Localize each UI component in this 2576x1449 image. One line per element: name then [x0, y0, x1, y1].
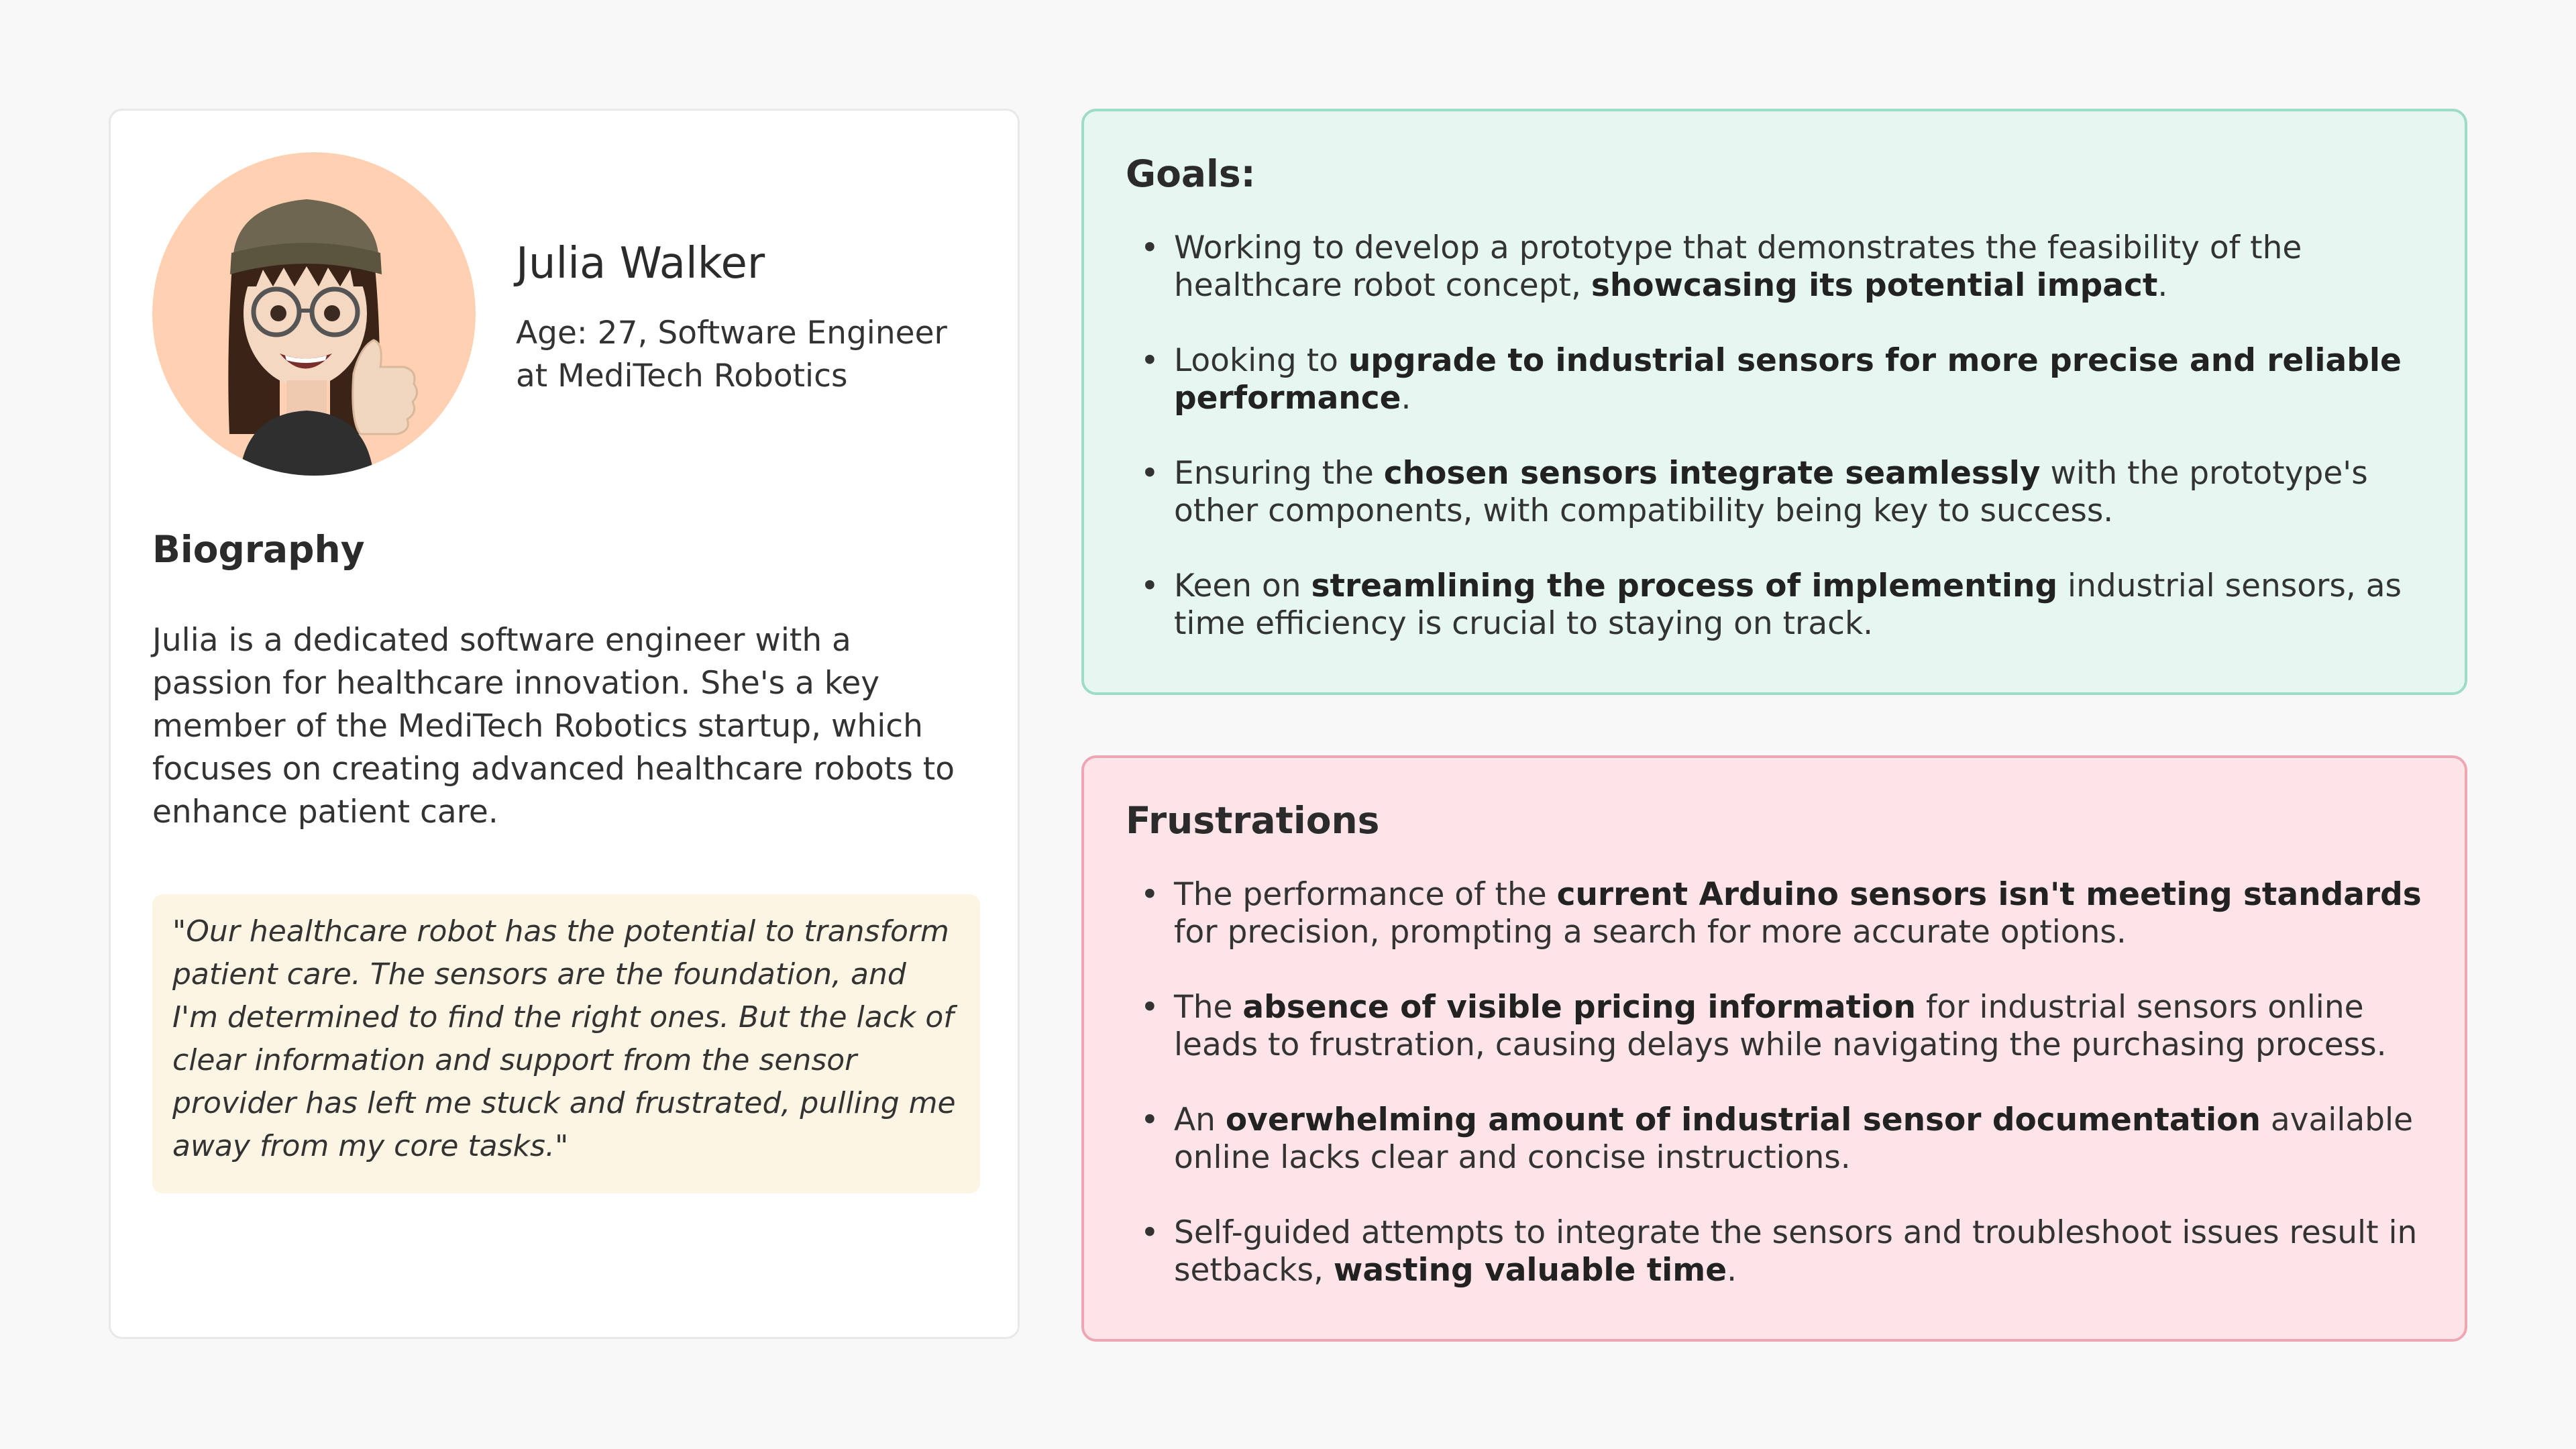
bullet-icon: • [1140, 568, 1159, 604]
frustration-item: • An overwhelming amount of industrial sensor documentation available online lacks clear and concise instructions. [1140, 1102, 2413, 1176]
quote-text: "Our healthcare robot has the potential to transform patient care. The sensors are the foundation, and I'm determined to find the right ones. But the lack of clear information and support from the sensor provider has left me stuck and frustrated, pulling me away from my core tasks." [172, 914, 956, 1163]
frustrations-panel [1081, 755, 2467, 1342]
goals-list [1126, 229, 2423, 643]
goal-item: • Looking to upgrade to industrial sensors for more precise and reliable performance. [1140, 342, 2402, 417]
avatar [152, 152, 476, 476]
persona-role: Age: 27, Software Engineer at MediTech Robotics [516, 315, 947, 394]
biography-text: Julia is a dedicated software engineer with a passion for healthcare innovation. She's a key member of the MediTech Robotics startup, which focuses on creating advanced healthcare robots to enhance patient care. [152, 622, 955, 830]
persona-name: Julia Walker [516, 239, 765, 288]
biography-heading: Biography [152, 528, 365, 571]
bullet-icon: • [1140, 876, 1159, 913]
bullet-icon: • [1140, 1214, 1159, 1251]
frustrations-heading: Frustrations [1126, 799, 1380, 842]
frustration-item: • The performance of the current Arduino sensors isn't meeting standards for precision, prompting a search for more accurate options. [1140, 876, 2422, 951]
bullet-icon: • [1140, 342, 1159, 379]
frustration-item: • Self-guided attempts to integrate the sensors and troubleshoot issues result in setbacks, wasting valuable time. [1140, 1214, 2418, 1289]
goal-item: • Working to develop a prototype that demonstrates the feasibility of the healthcare robot concept, showcasing its potential impact. [1140, 229, 2302, 304]
goal-item: • Keen on streamlining the process of implementing industrial sensors, as time efficiency is crucial to staying on track. [1140, 568, 2402, 642]
persona-quote [152, 894, 980, 1193]
goals-heading: Goals: [1126, 152, 1256, 195]
goals-panel [1081, 109, 2467, 695]
profile-card [109, 109, 1020, 1339]
bullet-icon: • [1140, 229, 1159, 266]
memoji-avatar-icon [152, 152, 476, 476]
bullet-icon: • [1140, 1102, 1159, 1138]
goal-item: • Ensuring the chosen sensors integrate seamlessly with the prototype's other components, with compatibility being key to success. [1140, 455, 2368, 529]
bullet-icon: • [1140, 455, 1159, 492]
frustration-item: • The absence of visible pricing information for industrial sensors online leads to frustration, causing delays while navigating the purchasing process. [1140, 989, 2387, 1063]
bullet-icon: • [1140, 989, 1159, 1026]
frustrations-list [1126, 876, 2423, 1289]
